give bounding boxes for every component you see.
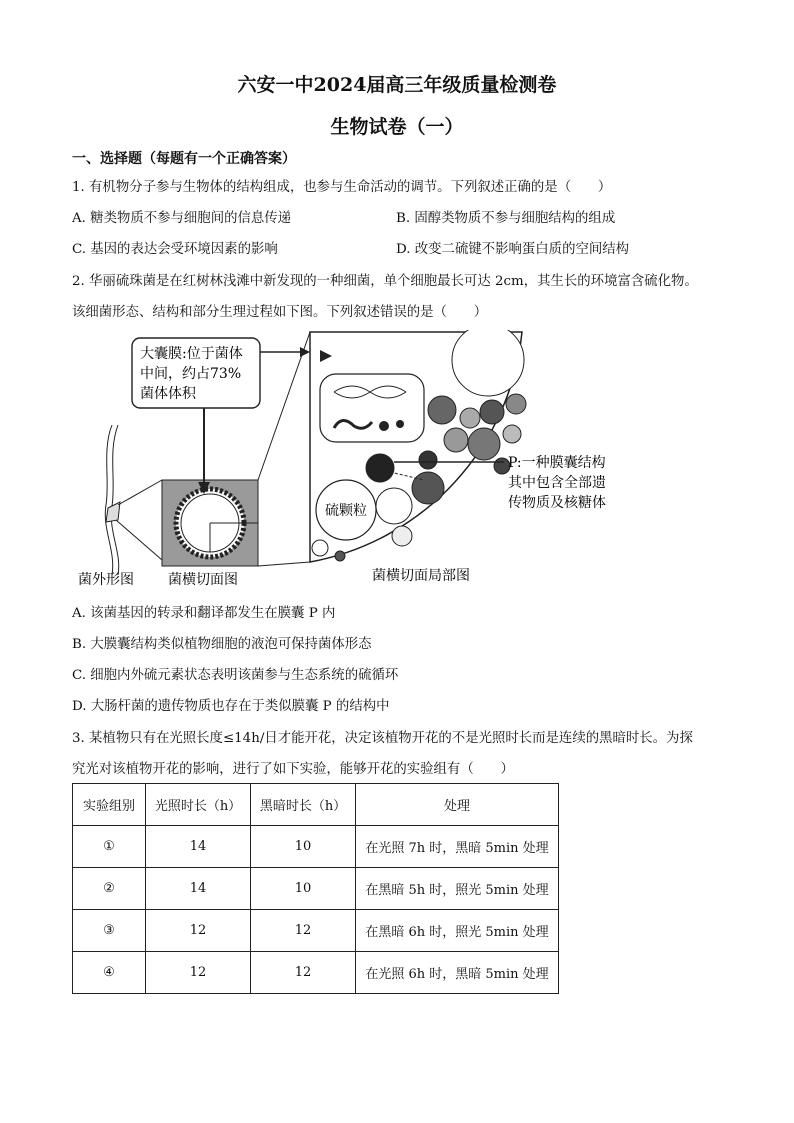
q1-option-b: B. 固醇类物质不参与细胞结构的组成 <box>396 211 616 226</box>
cell-group: ① <box>73 826 146 868</box>
q2-option-d: D. 大肠杆菌的遗传物质也存在于类似膜囊 P 的结构中 <box>72 699 390 714</box>
table-row <box>73 826 559 868</box>
caption-local-section: 菌横切面局部图 <box>372 568 470 584</box>
cell-dark: 12 <box>251 952 356 994</box>
q3-stem-line2: 究光对该植物开花的影响，进行了如下实验，能够开花的实验组有（ ） <box>72 762 514 777</box>
membrane-sac-p <box>366 454 394 482</box>
caption-cross-section: 菌横切面图 <box>168 572 238 588</box>
cell-dark: 10 <box>251 826 356 868</box>
filament-outline <box>105 425 112 575</box>
p-label-line1: P:一种膜囊结构 <box>508 455 606 471</box>
q1-option-c: C. 基因的表达会受环境因素的影响 <box>72 242 278 257</box>
cell-treatment: 在黑暗 5h 时，照光 5min 处理 <box>356 868 559 910</box>
q1-stem: 1. 有机物分子参与生物体的结构组成，也参与生命活动的调节。下列叙述正确的是（ ） <box>72 180 612 195</box>
bacterium-figure <box>72 330 632 590</box>
header-treatment: 处理 <box>356 784 559 826</box>
table-row <box>73 952 559 994</box>
exam-subtitle: 生物试卷（一） <box>330 116 464 138</box>
cell-treatment: 在光照 7h 时，黑暗 5min 处理 <box>356 826 559 868</box>
cell-group: ④ <box>73 952 146 994</box>
table-row <box>73 910 559 952</box>
callout-line3: 菌体体积 <box>140 386 196 402</box>
p-label-line3: 传物质及核糖体 <box>508 495 606 511</box>
table-header-row <box>73 784 559 826</box>
section-heading: 一、选择题（每题有一个正确答案） <box>72 151 296 167</box>
header-dark-hours: 黑暗时长（h） <box>251 784 356 826</box>
cell-group: ② <box>73 868 146 910</box>
table-row <box>73 868 559 910</box>
q2-option-c: C. 细胞内外硫元素状态表明该菌参与生态系统的硫循环 <box>72 668 399 683</box>
membrane-sac-p-detail <box>320 374 424 442</box>
cell-light: 14 <box>146 868 251 910</box>
experiment-table <box>72 783 559 994</box>
sulfur-granule-label: 硫颗粒 <box>325 503 367 519</box>
q1-option-a: A. 糖类物质不参与细胞间的信息传递 <box>72 211 292 226</box>
caption-outer-shape: 菌外形图 <box>78 572 134 588</box>
exam-title: 六安一中2024届高三年级质量检测卷 <box>237 74 557 96</box>
q3-stem-line1: 3. 某植物只有在光照长度≤14h/日才能开花，决定该植物开花的不是光照时长而是连续的黑暗时长。为探 <box>72 731 693 746</box>
header-light-hours: 光照时长（h） <box>146 784 251 826</box>
callout-line1: 大囊膜:位于菌体 <box>140 346 243 362</box>
q2-option-a: A. 该菌基因的转录和翻译都发生在膜囊 P 内 <box>72 606 336 621</box>
cell-dark: 10 <box>251 868 356 910</box>
cell-group: ③ <box>73 910 146 952</box>
header-group: 实验组别 <box>73 784 146 826</box>
cell-treatment: 在光照 6h 时，黑暗 5min 处理 <box>356 952 559 994</box>
q2-stem-line2: 该细菌形态、结构和部分生理过程如下图。下列叙述错误的是（ ） <box>72 305 488 320</box>
q2-option-b: B. 大膜囊结构类似植物细胞的液泡可保持菌体形态 <box>72 637 372 652</box>
cell-light: 14 <box>146 826 251 868</box>
vesicle-large <box>452 330 524 396</box>
cut-section-marker <box>106 502 120 522</box>
p-label-line2: 其中包含全部遗 <box>508 475 606 491</box>
cell-light: 12 <box>146 910 251 952</box>
cell-light: 12 <box>146 952 251 994</box>
cell-dark: 12 <box>251 910 356 952</box>
callout-line2: 中间，约占73% <box>140 366 242 382</box>
q1-option-d: D. 改变二硫键不影响蛋白质的空间结构 <box>396 242 630 257</box>
q2-stem-line1: 2. 华丽硫珠菌是在红树林浅滩中新发现的一种细菌，单个细胞最长可达 2cm，其生长的环境富含硫化物。 <box>72 274 698 289</box>
cell-treatment: 在黑暗 6h 时，照光 5min 处理 <box>356 910 559 952</box>
